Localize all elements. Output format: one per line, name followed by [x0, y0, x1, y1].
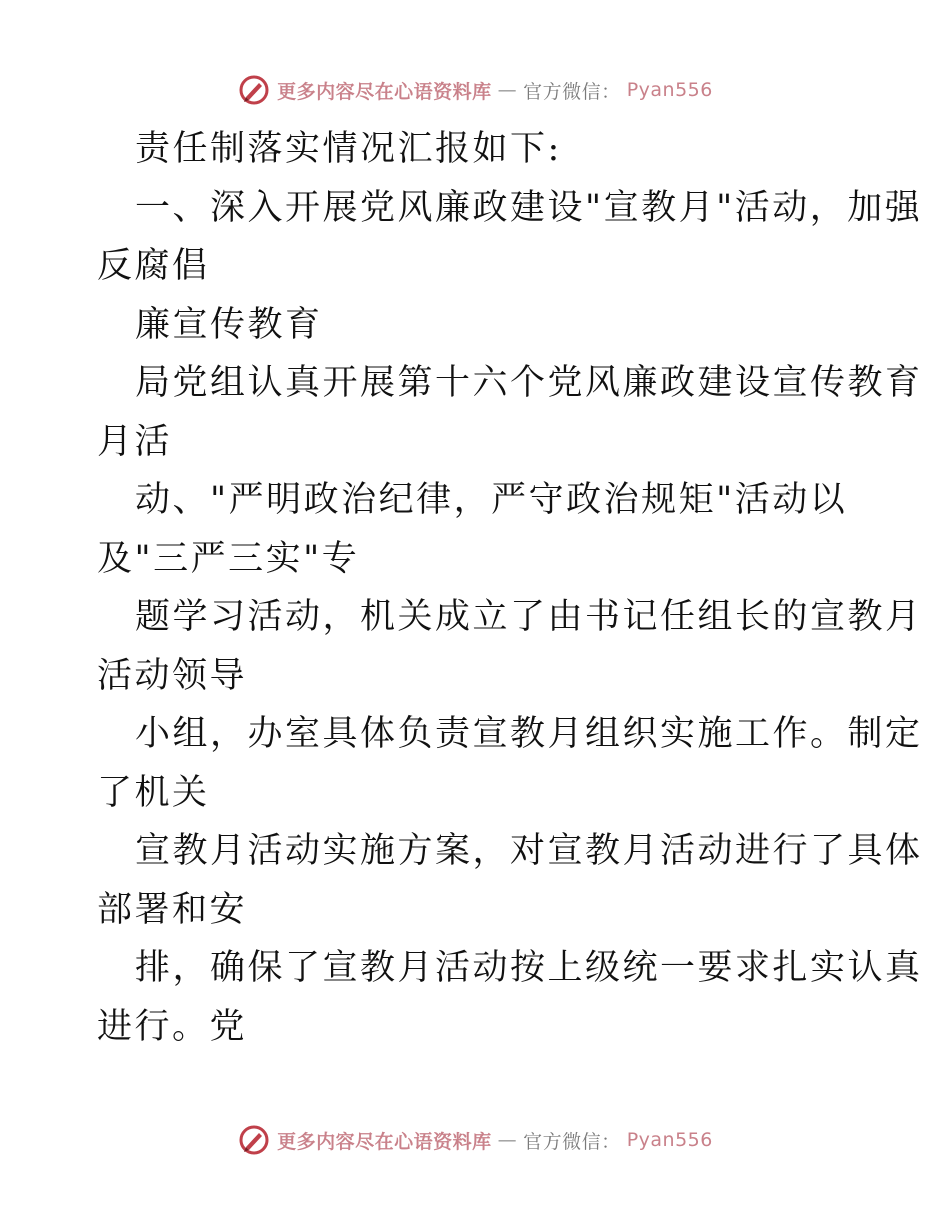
header-watermark-banner — [0, 70, 950, 110]
banner-brand-text: 更多内容尽在心语资料库 — [277, 1130, 492, 1153]
text-line: 动、"严明政治纪律，严守政治规矩"活动以 — [135, 480, 848, 520]
text-line: 排，确保了宣教月活动按上级统一要求扎实认真 — [135, 948, 923, 988]
text-line: 一、深入开展党风廉政建设"宣教月"活动，加强 — [135, 187, 923, 228]
pen-logo-icon — [237, 1123, 271, 1157]
banner-wechat-label: 官方微信： — [523, 1130, 621, 1153]
banner-dash: — — [497, 1129, 518, 1151]
text-line: 进行。党 — [97, 1006, 248, 1047]
text-line: 小组，办室具体负责宣教月组织实施工作。制定 — [135, 714, 923, 754]
banner-wechat-id: Pyan556 — [626, 79, 713, 101]
text-line: 题学习活动，机关成立了由书记任组长的宣教月 — [135, 597, 923, 637]
text-line: 月活 — [97, 421, 173, 462]
banner-wechat-label: 官方微信： — [523, 80, 621, 103]
pen-logo-icon — [237, 73, 271, 107]
document-body — [97, 120, 923, 1056]
text-line: 了机关 — [97, 772, 210, 813]
banner-dash: — — [497, 79, 518, 101]
text-line: 宣教月活动实施方案，对宣教月活动进行了具体 — [135, 831, 923, 871]
text-line: 反腐倡 — [97, 246, 210, 286]
footer-watermark-banner — [0, 1120, 950, 1160]
banner-brand-text: 更多内容尽在心语资料库 — [277, 80, 492, 103]
text-line: 部署和安 — [97, 889, 248, 930]
text-line: 活动领导 — [97, 655, 248, 696]
banner-wechat-id: Pyan556 — [626, 1129, 713, 1151]
text-line: 廉宣传教育 — [135, 304, 323, 345]
text-line: 局党组认真开展第十六个党风廉政建设宣传教育 — [135, 363, 923, 403]
text-line: 及"三严三实"专 — [97, 538, 360, 579]
text-line: 责任制落实情况汇报如下: — [135, 129, 562, 169]
